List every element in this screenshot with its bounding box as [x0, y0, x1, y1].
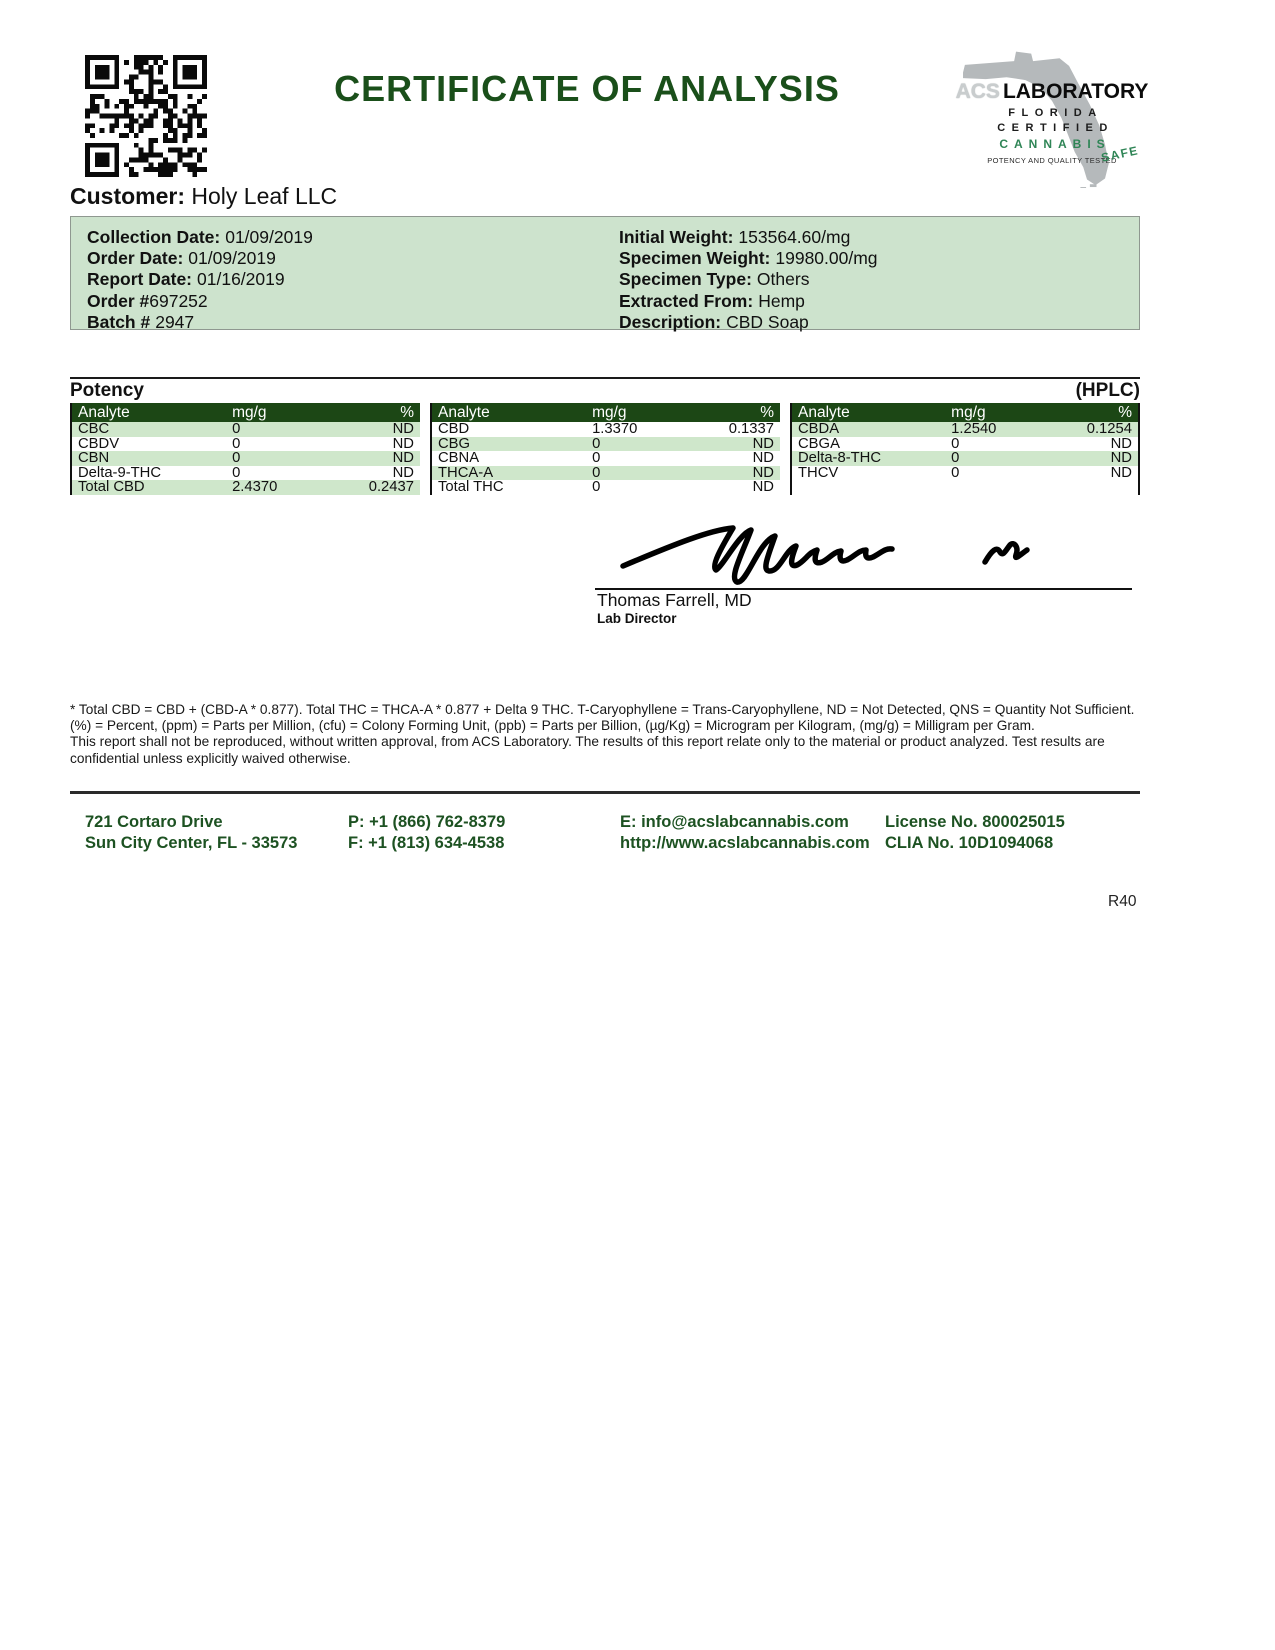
- column-header-analyte: Analyte: [798, 403, 850, 421]
- table-row: [72, 422, 420, 437]
- mgg-cell: 0: [951, 450, 960, 467]
- mgg-cell: 0: [232, 435, 241, 452]
- analyte-cell: Delta-8-THC: [798, 450, 882, 467]
- report-date-field: Report Date: 01/16/2019: [87, 269, 285, 290]
- analyte-cell: CBDV: [78, 435, 120, 452]
- analyte-cell: CBC: [78, 421, 110, 437]
- footnotes: [70, 702, 1146, 767]
- column-header-analyte: Analyte: [78, 403, 130, 421]
- acs-laboratory-logo: [953, 46, 1151, 188]
- column-header-analyte: Analyte: [438, 403, 490, 421]
- potency-table-1: [70, 403, 420, 495]
- logo-safe-badge: SAFE: [1099, 143, 1141, 165]
- address-line-1: 721 Cortaro Drive: [85, 813, 223, 831]
- logo-cannabis-text: CANNABIS: [999, 137, 1111, 151]
- mgg-cell: 0: [592, 450, 601, 467]
- mgg-cell: 0: [592, 435, 601, 452]
- table-header-row: [72, 403, 420, 422]
- mgg-cell: 0: [592, 479, 601, 496]
- signature-scrawl: [615, 514, 1075, 586]
- logo-wordmark: [953, 80, 1151, 104]
- analyte-cell: CBGA: [798, 435, 840, 452]
- clia-number: CLIA No. 10D1094068: [885, 834, 1054, 852]
- percent-cell: ND: [752, 450, 774, 467]
- mgg-cell: 0: [232, 464, 241, 481]
- potency-title: Potency: [70, 380, 144, 401]
- table-row: [792, 437, 1138, 452]
- analyte-cell: CBG: [438, 435, 471, 452]
- logo-acs-text: ACS: [955, 80, 1000, 103]
- analyte-cell: Delta-9-THC: [78, 464, 162, 481]
- percent-cell: 0.2437: [368, 479, 414, 496]
- potency-table-3: [790, 403, 1140, 495]
- percent-cell: ND: [1110, 435, 1132, 452]
- footer-email-web: [620, 812, 870, 854]
- address-line-2: Sun City Center, FL - 33573: [85, 834, 298, 852]
- table-row: [72, 437, 420, 452]
- website-url: http://www.acslabcannabis.com: [620, 834, 870, 852]
- signer-title: Lab Director: [597, 611, 677, 626]
- percent-cell: ND: [392, 450, 414, 467]
- logo-laboratory-text: LABORATORY: [1002, 80, 1149, 103]
- percent-cell: 0.1337: [728, 421, 774, 437]
- analyte-cell: THCA-A: [438, 464, 494, 481]
- table-header-row: [432, 403, 780, 422]
- order-date-field: Order Date: 01/09/2019: [87, 248, 276, 269]
- potency-section-header: [70, 377, 1140, 401]
- table-row: [432, 451, 780, 466]
- logo-florida-text: FLORIDA: [1008, 107, 1103, 119]
- analyte-cell: CBDA: [798, 421, 840, 437]
- potency-tables: [70, 403, 1140, 495]
- percent-cell: ND: [752, 464, 774, 481]
- mgg-cell: 0: [232, 450, 241, 467]
- analyte-cell: THCV: [798, 464, 839, 481]
- page-reference: R40: [1108, 893, 1137, 910]
- footer-license: [885, 812, 1065, 854]
- column-header-mgg: mg/g: [951, 403, 986, 421]
- specimen-type-field: Specimen Type: Others: [619, 269, 810, 290]
- percent-cell: ND: [392, 421, 414, 437]
- phone-number: P: +1 (866) 762-8379: [348, 813, 506, 831]
- column-header-mgg: mg/g: [592, 403, 627, 421]
- table-row: [432, 437, 780, 452]
- table-row: [432, 422, 780, 437]
- percent-cell: ND: [752, 479, 774, 496]
- potency-section: [70, 377, 1140, 495]
- analyte-cell: Total CBD: [78, 479, 145, 496]
- percent-cell: ND: [392, 435, 414, 452]
- table-row: [72, 451, 420, 466]
- column-header-percent: %: [1118, 403, 1132, 421]
- column-header-mgg: mg/g: [232, 403, 267, 421]
- percent-cell: ND: [752, 435, 774, 452]
- logo-certified-text: CERTIFIED: [997, 122, 1114, 134]
- extracted-from-field: Extracted From: Hemp: [619, 290, 805, 311]
- order-number-field: Order #697252: [87, 290, 208, 311]
- customer-line: [70, 183, 337, 210]
- description-field: Description: CBD Soap: [619, 311, 809, 332]
- analyte-cell: Total THC: [438, 479, 504, 496]
- analyte-cell: CBN: [78, 450, 110, 467]
- table-row: [792, 466, 1138, 481]
- footer-address: [85, 812, 297, 854]
- analyte-cell: CBD: [438, 421, 470, 437]
- page-title: CERTIFICATE OF ANALYSIS: [334, 68, 840, 109]
- sample-info-box: [70, 216, 1140, 330]
- mgg-cell: 0: [592, 464, 601, 481]
- definitions-note: * Total CBD = CBD + (CBD-A * 0.877). Total THC = THCA-A * 0.877 + Delta 9 THC. T-Caryophyllene = Trans-Caryophyllene, ND = Not Detected, QNS = Quantity Not Sufficient. (%) = Percent, (ppm) = Parts per Million, (cfu) = Colony Forming Unit, (ppb) = Parts per Billion, (µg/Kg) = Microgram per Kilogram, (mg/g) = Milligram per Gram.: [70, 702, 1135, 734]
- method-label: (HPLC): [1075, 380, 1140, 401]
- fax-number: F: +1 (813) 634-4538: [348, 834, 505, 852]
- info-column-right: [619, 227, 1139, 332]
- table-row-total: [432, 480, 780, 495]
- footer-divider: [70, 791, 1140, 794]
- percent-cell: ND: [1110, 450, 1132, 467]
- table-row: [792, 451, 1138, 466]
- signer-name: Thomas Farrell, MD: [597, 590, 752, 610]
- footer-phone-fax: [348, 812, 505, 854]
- percent-cell: ND: [392, 464, 414, 481]
- email-address: E: info@acslabcannabis.com: [620, 813, 849, 831]
- mgg-cell: 0: [951, 435, 960, 452]
- specimen-weight-field: Specimen Weight: 19980.00/mg: [619, 248, 878, 269]
- column-header-percent: %: [760, 403, 774, 421]
- mgg-cell: 0: [232, 421, 241, 437]
- potency-table-2: [430, 403, 780, 495]
- license-number: License No. 800025015: [885, 813, 1065, 831]
- analyte-cell: CBNA: [438, 450, 480, 467]
- table-row: [792, 422, 1138, 437]
- logo-tagline: POTENCY AND QUALITY TESTED: [987, 156, 1117, 165]
- mgg-cell: 1.3370: [592, 421, 638, 437]
- collection-date-field: Collection Date: 01/09/2019: [87, 227, 313, 247]
- info-column-left: [87, 227, 619, 332]
- batch-number-field: Batch # 2947: [87, 311, 195, 332]
- customer-label: Customer:: [70, 183, 186, 209]
- mgg-cell: 1.2540: [951, 421, 997, 437]
- column-header-percent: %: [400, 403, 414, 421]
- disclaimer-note: This report shall not be reproduced, without written approval, from ACS Laboratory. The results of this report relate only to the material or product analyzed. Test results are confidential unless explicitly waived otherwise.: [70, 734, 1105, 766]
- table-row: [72, 466, 420, 481]
- mgg-cell: 2.4370: [232, 479, 278, 496]
- table-header-row: [792, 403, 1138, 422]
- percent-cell: 0.1254: [1086, 421, 1132, 437]
- initial-weight-field: Initial Weight: 153564.60/mg: [619, 227, 851, 247]
- customer-name: Holy Leaf LLC: [191, 183, 338, 209]
- qr-code-icon: [85, 55, 207, 177]
- table-row-total: [72, 480, 420, 495]
- percent-cell: ND: [1110, 464, 1132, 481]
- table-row: [432, 466, 780, 481]
- mgg-cell: 0: [951, 464, 960, 481]
